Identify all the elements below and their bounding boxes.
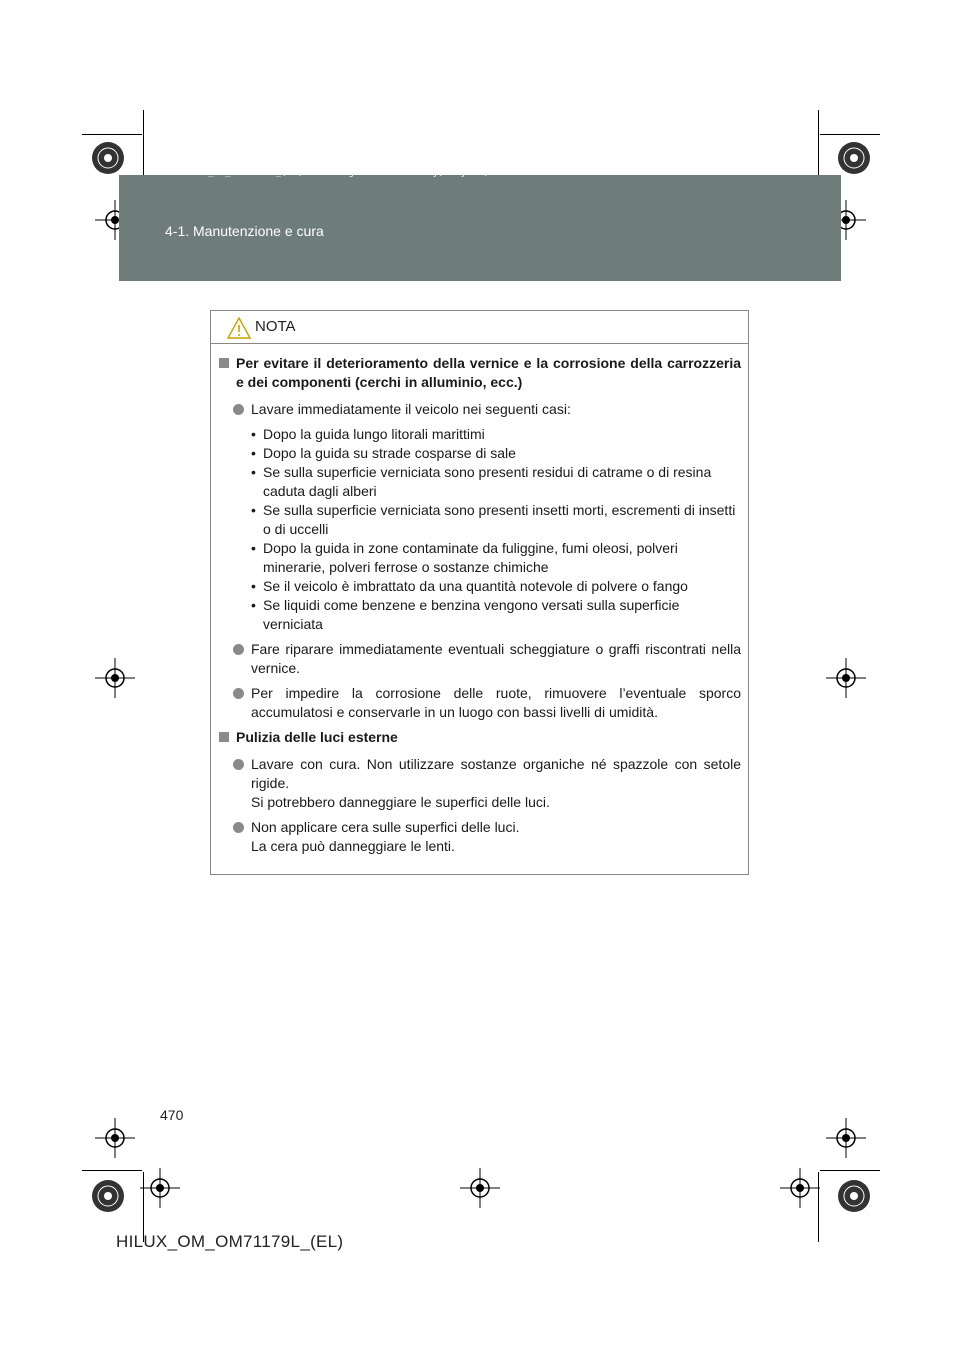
- sublist-item: • Dopo la guida in zone contaminate da fuliggine, fumi oleosi, polveri minerarie, polveri ferrose o sostanze chimiche: [251, 540, 678, 575]
- round-bullet-icon: [233, 822, 244, 833]
- document-code: HILUX_OM_OM71179L_(EL): [116, 1232, 344, 1251]
- page-number: 470: [160, 1107, 184, 1123]
- registration-target-icon: [836, 1178, 872, 1214]
- note-box: [210, 310, 749, 875]
- note-title: NOTA: [255, 318, 296, 335]
- round-bullet-icon: [233, 644, 244, 655]
- sublist-item: • Se sulla superficie verniciata sono presenti insetti morti, escrementi di insetti o di uccelli: [251, 502, 736, 537]
- sublist-item: • Se il veicolo è imbrattato da una quantità notevole di polvere o fango: [251, 578, 688, 594]
- crosshair-mark-icon: [460, 1168, 500, 1208]
- file-stamp: HILUX_OM_OM71179L_(EL).book Page 470 Wednesday, May 16, 2012 11:37 AM: [180, 168, 568, 178]
- section-heading: Pulizia delle luci esterne: [218, 728, 741, 747]
- round-bullet-icon: [233, 404, 244, 415]
- crosshair-mark-icon: [140, 1168, 180, 1208]
- list-item: Per impedire la corrosione delle ruote, rimuovere l’eventuale sporco accumulatosi e conservarle in un luogo con bassi livelli di umidità.: [218, 684, 741, 722]
- sublist-item: • Dopo la guida su strade cosparse di sale: [251, 445, 516, 461]
- sublist-item: • Se sulla superficie verniciata sono presenti residui di catrame o di resina caduta dagli alberi: [251, 464, 712, 499]
- round-bullet-icon: [233, 759, 244, 770]
- list-item: Fare riparare immediatamente eventuali scheggiature o graffi riscontrati nella vernice.: [218, 640, 741, 678]
- square-bullet-icon: [219, 732, 229, 742]
- crosshair-mark-icon: [95, 1118, 135, 1158]
- registration-target-icon: [90, 1178, 126, 1214]
- crosshair-mark-icon: [780, 1168, 820, 1208]
- list-item: Non applicare cera sulle superfici delle luci. La cera può danneggiare le lenti.: [218, 818, 741, 856]
- note-body: [211, 344, 748, 856]
- list-item: Lavare con cura. Non utilizzare sostanze organiche né spazzole con setole rigide. Si potrebbero danneggiare le superfici delle luci.: [218, 755, 741, 812]
- section-title: 4-1. Manutenzione e cura: [165, 223, 324, 239]
- registration-target-icon: [90, 140, 126, 176]
- round-bullet-icon: [233, 688, 244, 699]
- sublist: [218, 425, 741, 634]
- sublist-item: • Dopo la guida lungo litorali marittimi: [251, 426, 485, 442]
- crosshair-mark-icon: [826, 1118, 866, 1158]
- section-heading: Per evitare il deterioramento della vernice e la corrosione della carrozzeria e dei componenti (cerchi in alluminio, ecc.): [218, 354, 741, 392]
- sublist-item: • Se liquidi come benzene e benzina vengono versati sulla superficie verniciata: [251, 597, 680, 632]
- list-item: Lavare immediatamente il veicolo nei seguenti casi:: [218, 400, 741, 419]
- registration-target-icon: [836, 140, 872, 176]
- square-bullet-icon: [219, 358, 229, 368]
- warning-triangle-icon: [227, 317, 251, 339]
- crosshair-mark-icon: [95, 658, 135, 698]
- crosshair-mark-icon: [826, 658, 866, 698]
- note-header: [211, 311, 748, 344]
